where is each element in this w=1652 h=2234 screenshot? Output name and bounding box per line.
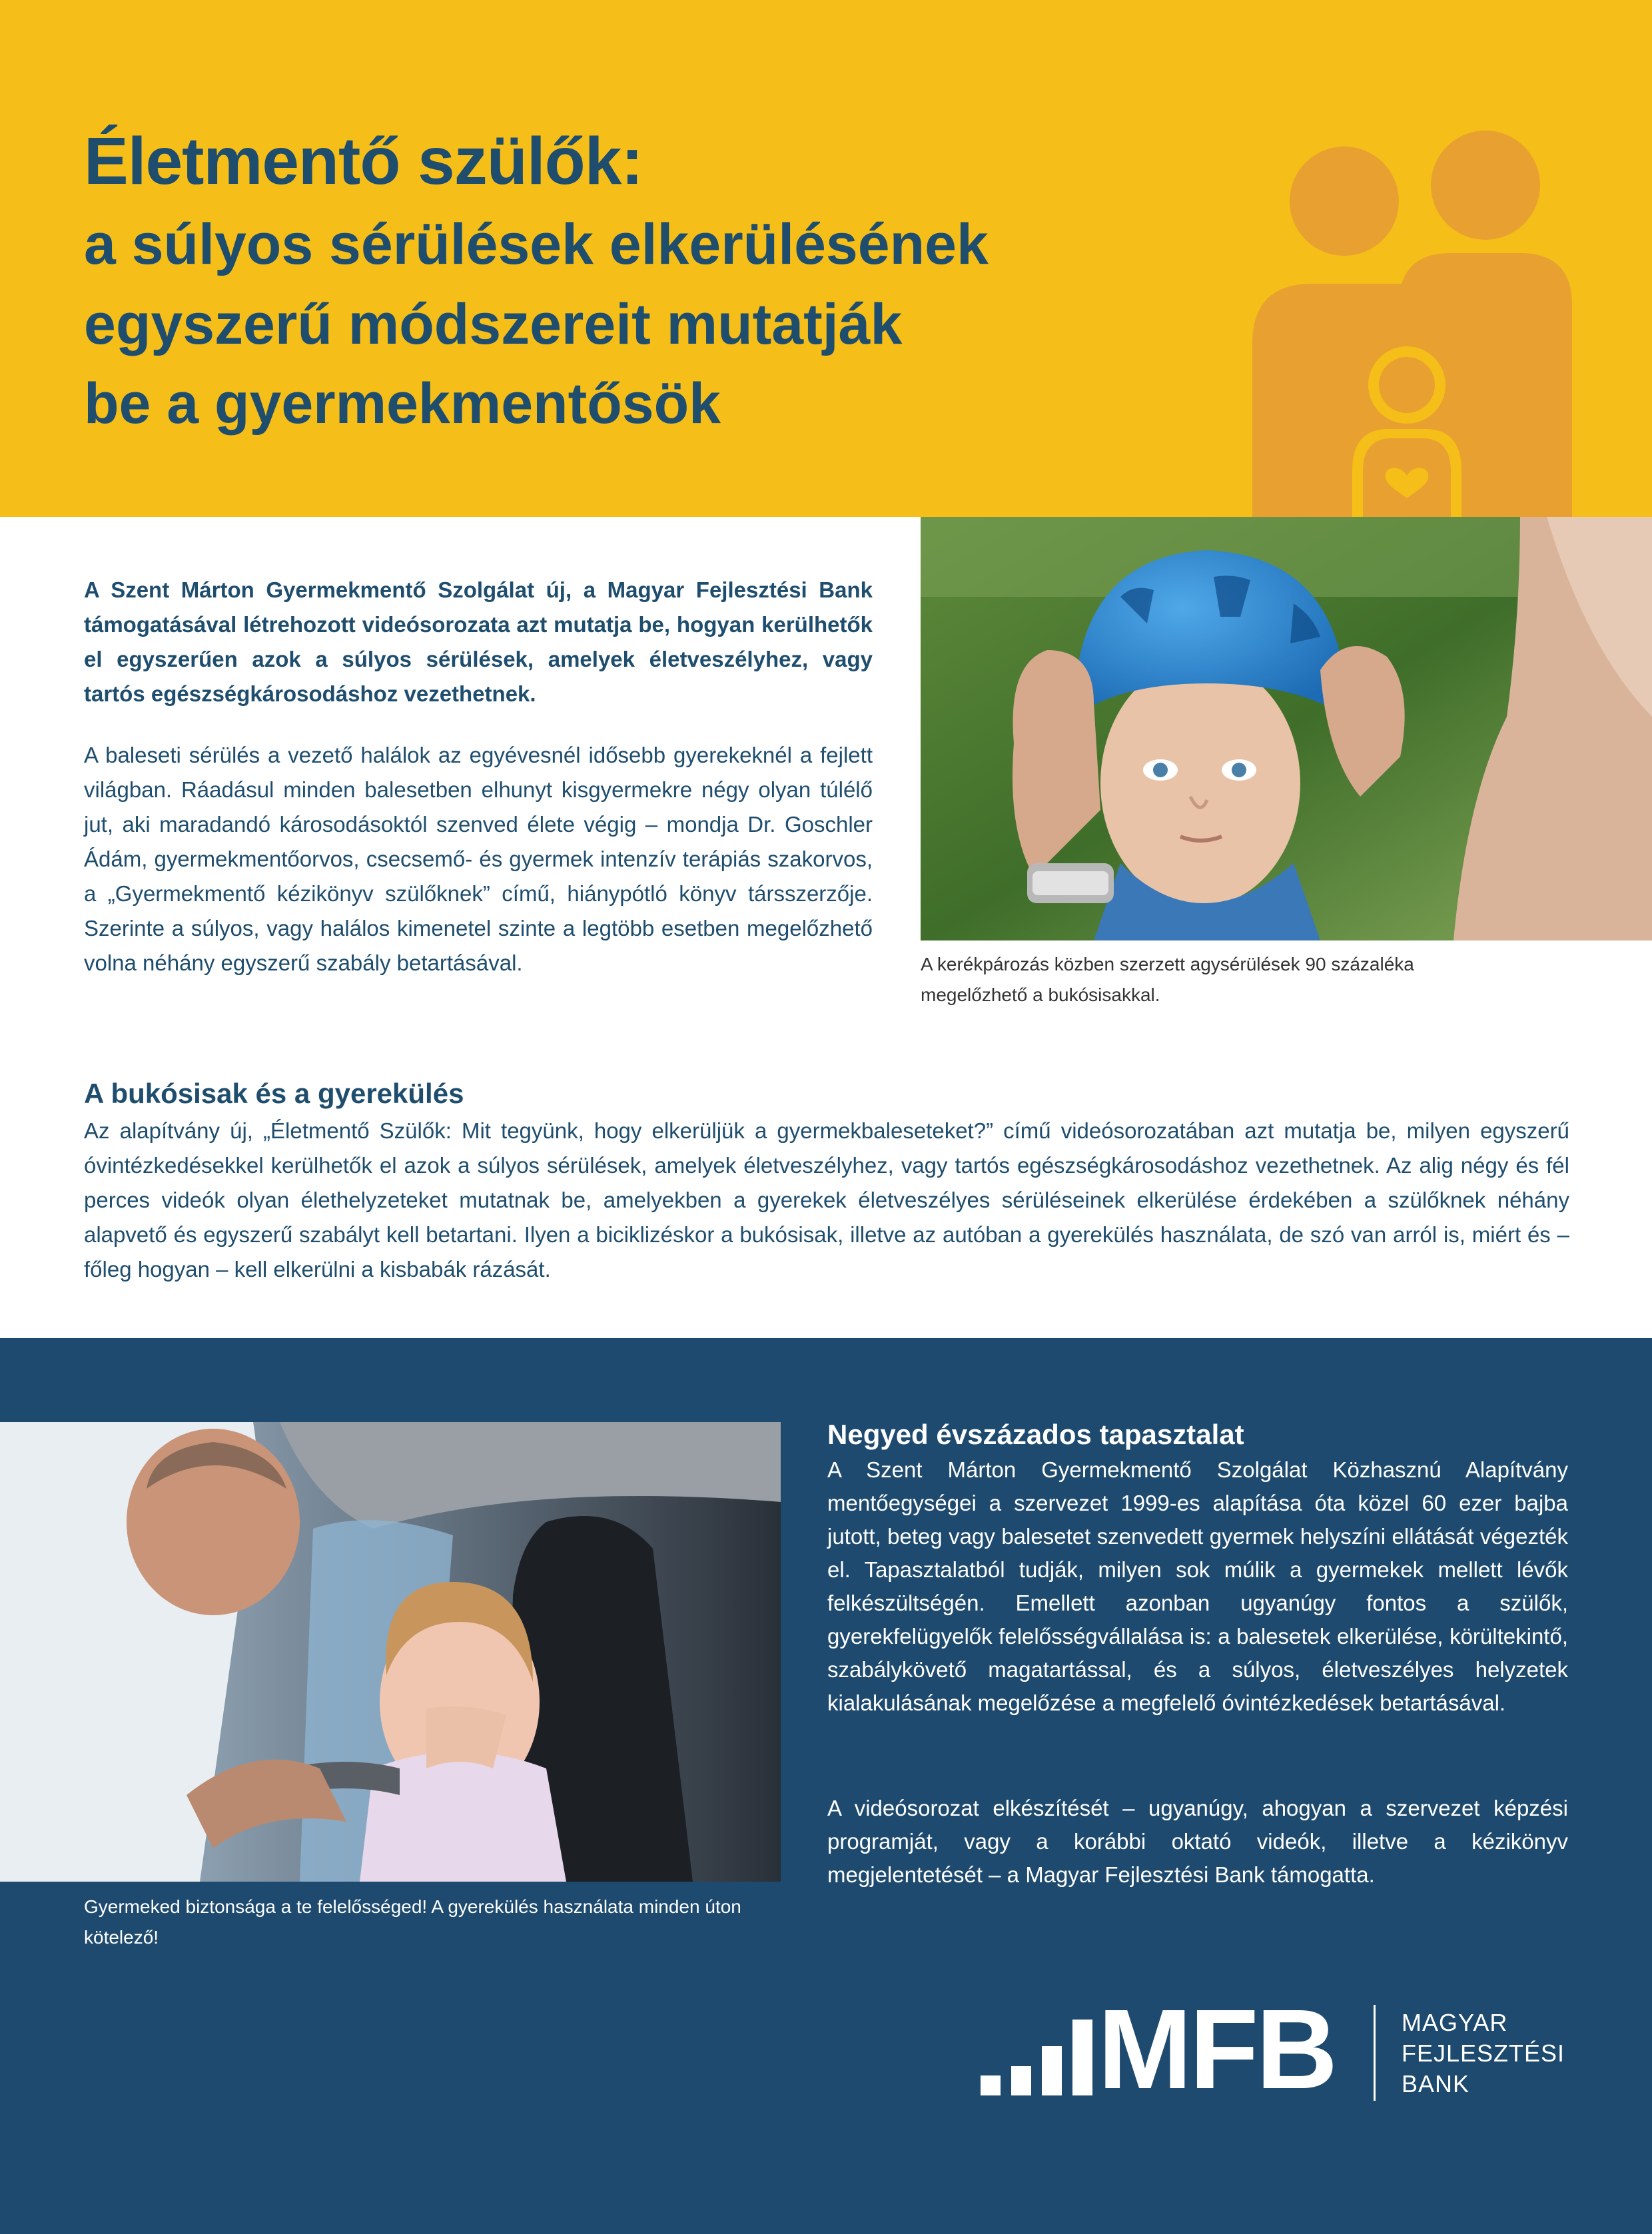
section-heading-helmet: A bukósisak és a gyerekülés — [84, 1078, 464, 1109]
experience-paragraph-2: A videósorozat elkészítését – ugyanúgy, ahogyan a szervezet képzési programját, vagy a korábbi oktató videók, illetve a kézikönyv megjelentetését – a Magyar Fejlesztési Bank támogatta. — [827, 1796, 1568, 1887]
mfb-logo — [981, 1986, 1580, 2113]
page-subtitle — [84, 205, 1183, 444]
intro-lead-paragraph: A Szent Márton Gyermekmentő Szolgálat új, a Magyar Fejlesztési Bank támogatásával létrehozott videósorozata azt mutatja be, hogyan kerülhetők el egyszerűen azok a súlyos sérülések, amelyek életveszélyhez, vagy tartós egészségkárosodáshoz vezethetnek. — [84, 577, 873, 706]
bank-name-line: FEJLESZTÉSI — [1402, 2040, 1565, 2067]
bank-name — [1402, 2008, 1565, 2099]
logo-divider — [1374, 2005, 1376, 2101]
experience-paragraph-1: A Szent Márton Gyermekmentő Szolgálat Közhasznú Alapítvány mentőegységei a szervezet 1999-es alapítása óta közel 60 ezer bajba jutott, beteg vagy balesetet szenvedett gyermek helyszíni ellátását végezték el. Tapasztalatból tudják, milyen sok múlik a gyermekek mellett lévők felkészültségén. Emellett azonban ugyanúgy fontos a szülők, gyerekfelügyelők felelősségvállalása is: a balesetek elkerülése, körültekintő, szabálykövető magatartással, és a súlyos, életveszélyes helyzetek kialakulásának megelőzése a megfelelő óvintézkedések betartásával. — [827, 1457, 1568, 1715]
bank-name-line: BANK — [1402, 2070, 1470, 2097]
section-body-helmet: Az alapítvány új, „Életmentő Szülők: Mit tegyünk, hogy elkerüljük a gyermekbaleseteket?” című videósorozatában azt mutatja be, milyen egyszerű óvintézkedésekkel kerülhetők el azok a súlyos sérülések, amelyek életveszélyhez, vagy tartós egészségkárosodáshoz vezethetnek. Az alig négy és fél perces videók olyan élethelyzeteket mutatnak be, amelyekben a gyerekek életveszélyes sérüléseinek elkerülése érdekében a szülőknek néhány alapvető és egyszerű szabályt kell betartani. Ilyen a biciklizéskor a bukósisak, illetve az autóban a gyerekülés használata, de szó van arról is, miért és – főleg hogyan – kell elkerülni a kisbabák rázását. — [84, 1118, 1569, 1282]
helmet-photo-caption: A kerékpározás közben szerzett agysérülések 90 százaléka megelőzhető a bukósisakkal. — [921, 954, 1414, 1005]
car-seat-photo-caption: Gyermeked biztonsága a te felelősséged! A gyerekülés használata minden úton kötelező! — [84, 1896, 741, 1948]
mfb-bars-icon — [981, 2002, 1094, 2095]
mfb-wordmark: MFB — [1098, 1986, 1336, 2113]
section-heading-experience: Negyed évszázados tapasztalat — [827, 1419, 1244, 1450]
car-seat-photo — [0, 1422, 781, 1882]
subtitle-line: a súlyos sérülések elkerülésének — [84, 212, 989, 276]
page-title: Életmentő szülők: — [84, 124, 643, 198]
bank-name-line: MAGYAR — [1402, 2009, 1508, 2036]
family-illustration-icon — [1252, 131, 1572, 517]
intro-body-paragraph: A baleseti sérülés a vezető halálok az egyévesnél idősebb gyerekeknél a fejlett világban. Ráadásul minden balesetben elhunyt kisgyermekre négy olyan túlélő jut, aki maradandó károsodásoktól szenved élete végig – mondja Dr. Goschler Ádám, gyermekmentőorvos, csecsemő- és gyermek intenzív terápiás szakorvos, a „Gyermekmentő kézikönyv szülőknek” című, hiánypótló könyv társszerzője. Szerinte a súlyos, vagy halálos kimenetel szinte a legtöbb esetben megelőzhető volna néhány egyszerű szabály betartásával. — [84, 743, 873, 975]
subtitle-line: egyszerű módszereit mutatják — [84, 292, 903, 356]
helmet-photo — [921, 517, 1652, 940]
header-banner — [0, 0, 1652, 517]
subtitle-line: be a gyermekmentősök — [84, 372, 721, 436]
